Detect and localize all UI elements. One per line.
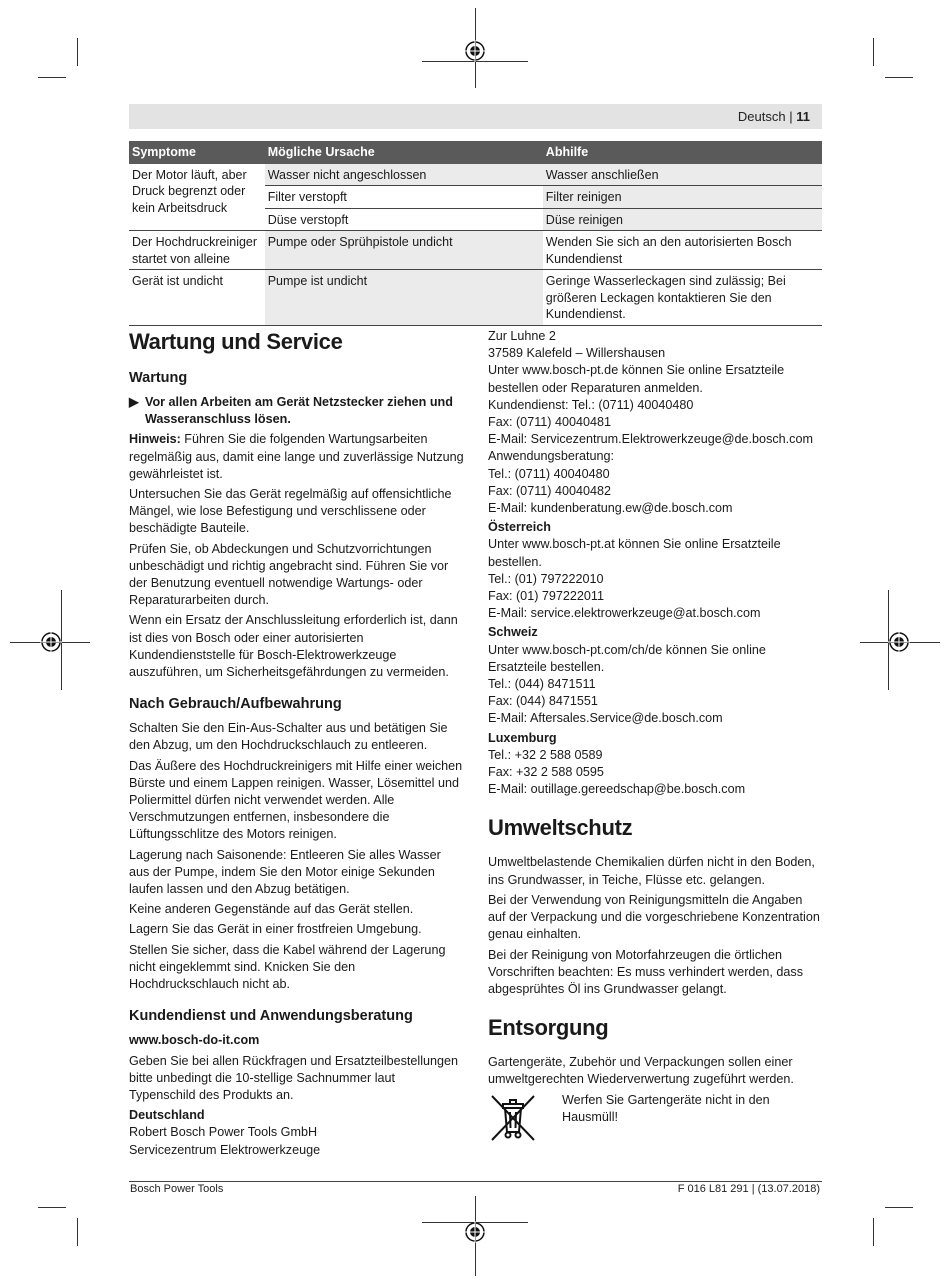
footer-brand: Bosch Power Tools — [130, 1183, 224, 1195]
paragraph: Gartengeräte, Zubehör und Verpackungen sollen einer umweltgerechten Wiederverwertung zugeführt werden. — [488, 1055, 794, 1087]
fax-at: Fax: (01) 797222011 — [488, 589, 604, 604]
table-row — [129, 164, 822, 186]
crossed-out-bin-icon — [488, 1092, 538, 1144]
table-row — [129, 231, 822, 270]
phone-at: Tel.: (01) 797222010 — [488, 571, 604, 586]
remedy-cell: Wenden Sie sich an den autorisierten Bosch Kundendienst — [543, 231, 822, 270]
online-info-at: Unter www.bosch-pt.at können Sie online Ersatzteile bestellen. — [488, 537, 781, 569]
crop-mark — [77, 1218, 78, 1246]
country-heading-luxembourg: Luxemburg — [488, 730, 557, 745]
disposal-note — [488, 1092, 822, 1144]
email-ch: E-Mail: Aftersales.Service@de.bosch.com — [488, 711, 723, 726]
page-header-text — [738, 109, 810, 124]
note-paragraph — [129, 431, 464, 483]
registration-mark-icon — [464, 1221, 486, 1243]
fax-ch: Fax: (044) 8471551 — [488, 694, 598, 709]
remedy-cell: Filter reinigen — [543, 186, 822, 209]
paragraph: Stellen Sie sicher, dass die Kabel während der Lagerung nicht eingeklemmt sind. Knicken Sie den Hochdruckschlauch nicht ab. — [129, 942, 446, 992]
page-number: 11 — [796, 109, 810, 124]
left-column — [129, 328, 464, 1159]
cause-cell: Düse verstopft — [265, 208, 543, 231]
crop-mark — [873, 1218, 874, 1246]
department-name: Servicezentrum Elektrowerkzeuge — [129, 1142, 321, 1157]
paragraph: Prüfen Sie, ob Abdeckungen und Schutzvorrichtungen unbeschädigt und richtig angebracht sind. Führen Sie vor der Benutzung eventuell notwendige Wartungs- oder Reparaturarbeiten durch. — [129, 541, 449, 608]
crop-mark — [885, 1207, 913, 1208]
consulting-fax: Fax: (0711) 40040482 — [488, 483, 611, 498]
heading-wartung: Wartung — [129, 370, 188, 386]
footer-divider — [129, 1181, 822, 1182]
column-header-symptoms: Symptome — [129, 141, 265, 164]
section-title-environment: Umweltschutz — [488, 815, 633, 841]
page-header — [129, 104, 822, 129]
triangle-right-icon: ▶ — [129, 395, 139, 409]
address-street: Zur Luhne 2 — [488, 329, 556, 343]
country-heading-germany: Deutschland — [129, 1108, 205, 1123]
service-email-de: E-Mail: Servicezentrum.Elektrowerkzeuge@de.bosch.com — [488, 432, 813, 447]
paragraph: Bei der Verwendung von Reinigungsmitteln die Angaben auf der Verpackung und die vorgeschriebene Konzentration genau einhalten. — [488, 892, 820, 942]
email-at: E-Mail: service.elektrowerkzeuge@at.bosch.com — [488, 606, 761, 621]
table-header-row — [129, 141, 822, 164]
safety-warning-text: Vor allen Arbeiten am Gerät Netzstecker ziehen und Wasseranschluss lösen. — [145, 395, 453, 427]
phone-ch: Tel.: (044) 8471511 — [488, 677, 596, 692]
country-heading-austria: Österreich — [488, 520, 551, 535]
paragraph: Untersuchen Sie das Gerät regelmäßig auf offensichtliche Mängel, wie lose Befestigung und verschlissene oder beschädigte Bauteile. — [129, 487, 452, 536]
country-heading-switzerland: Schweiz — [488, 625, 538, 640]
paragraph: Das Äußere des Hochdruckreinigers mit Hilfe einer weichen Bürste und einem Lappen reinigen. Wasser, Lösemittel und Poliermittel dürfen nicht verwendet werden. Alle Verschmutzungen entfernen, insbesondere die Lüftungsschlitze des Motors reinigen. — [129, 758, 463, 842]
registration-mark-icon — [40, 631, 62, 653]
crop-mark — [38, 1207, 66, 1208]
service-phone-de: Kundendienst: Tel.: (0711) 40040480 — [488, 397, 694, 412]
paragraph: Umweltbelastende Chemikalien dürfen nicht in den Boden, ins Grundwasser, in Teiche, Flüsse etc. gelangen. — [488, 855, 815, 887]
email-lu: E-Mail: outillage.gereedschap@be.bosch.com — [488, 782, 746, 797]
phone-lu: Tel.: +32 2 588 0589 — [488, 747, 603, 762]
paragraph: Wenn ein Ersatz der Anschlussleitung erforderlich ist, dann ist dies von Bosch oder einer autorisierten Kundendienststelle für Bosch-Elektrowerkzeuge auszuführen, um Sicherheitsgefährdungen zu vermeiden. — [129, 613, 458, 680]
registration-mark-icon — [888, 631, 910, 653]
heading-storage: Nach Gebrauch/Aufbewahrung — [129, 696, 342, 713]
service-website: www.bosch-do-it.com — [129, 1033, 260, 1048]
remedy-cell: Düse reinigen — [543, 208, 822, 231]
address-city: 37589 Kalefeld – Willershausen — [488, 346, 666, 361]
crop-mark — [873, 38, 874, 66]
company-name: Robert Bosch Power Tools GmbH — [129, 1125, 318, 1140]
crop-mark — [38, 77, 66, 78]
registration-mark-icon — [464, 40, 486, 62]
header-language: Deutsch — [737, 109, 786, 124]
column-header-cause: Mögliche Ursache — [265, 141, 543, 164]
column-header-remedy: Abhilfe — [543, 141, 822, 164]
table-row — [129, 270, 822, 326]
heading-service: Kundendienst und Anwendungsberatung — [129, 1008, 413, 1025]
troubleshooting-table — [129, 141, 822, 326]
remedy-cell: Wasser anschließen — [543, 164, 822, 186]
footer-doc-number: F 016 L81 291 | (13.07.2018) — [677, 1183, 820, 1195]
consulting-label: Anwendungsberatung: — [488, 449, 615, 464]
paragraph: Lagerung nach Saisonende: Entleeren Sie alles Wasser aus der Pumpe, indem Sie den Motor einige Sekunden laufen lassen und den Abzug betätigen. — [129, 847, 441, 897]
symptom-cell: Der Hochdruckreiniger startet von alleine — [129, 231, 265, 270]
cause-cell: Filter verstopft — [265, 186, 543, 209]
cause-cell: Wasser nicht angeschlossen — [265, 164, 543, 186]
paragraph: Lagern Sie das Gerät in einer frostfreien Umgebung. — [129, 922, 422, 937]
section-title-maintenance: Wartung und Service — [129, 329, 343, 354]
remedy-cell: Geringe Wasserleckagen sind zulässig; Bei größeren Leckagen kontaktieren Sie den Kundendienst. — [543, 270, 822, 326]
service-fax-de: Fax: (0711) 40040481 — [488, 415, 611, 430]
section-title-disposal: Entsorgung — [488, 1015, 609, 1041]
symptom-cell: Gerät ist undicht — [129, 270, 265, 326]
cause-cell: Pumpe ist undicht — [265, 270, 543, 326]
paragraph: Schalten Sie den Ein-Aus-Schalter aus und betätigen Sie den Abzug, um den Hochdruckschlauch zu entleeren. — [129, 721, 448, 753]
right-column — [488, 328, 822, 1144]
safety-warning — [129, 394, 464, 428]
paragraph: Keine anderen Gegenstände auf das Gerät stellen. — [129, 902, 414, 917]
disposal-bin-text: Werfen Sie Gartengeräte nicht in den Hausmüll! — [562, 1092, 770, 1124]
online-info-ch: Unter www.bosch-pt.com/ch/de können Sie online Ersatzteile bestellen. — [488, 642, 766, 674]
crop-mark — [77, 38, 78, 66]
paragraph: Bei der Reinigung von Motorfahrzeugen die örtlichen Vorschriften beachten: Es muss verhindert werden, dass abgesprühtes Öl ins Grundwasser gelangt. — [488, 947, 804, 996]
fax-lu: Fax: +32 2 588 0595 — [488, 765, 604, 780]
consulting-phone: Tel.: (0711) 40040480 — [488, 466, 610, 481]
note-text: Führen Sie die folgenden Wartungsarbeiten regelmäßig aus, damit eine lange und zuverlässige Nutzung gewährleistet ist. — [129, 432, 464, 481]
symptom-cell: Der Motor läuft, aber Druck begrenzt oder kein Arbeitsdruck — [132, 167, 247, 215]
consulting-email: E-Mail: kundenberatung.ew@de.bosch.com — [488, 501, 733, 516]
note-label: Hinweis: — [129, 432, 181, 447]
online-info-de: Unter www.bosch-pt.de können Sie online Ersatzteile bestellen oder Reparaturen anmelden. — [488, 363, 785, 395]
cause-cell: Pumpe oder Sprühpistole undicht — [265, 231, 543, 270]
header-separator: | — [789, 109, 793, 124]
crop-mark — [885, 77, 913, 78]
paragraph: Geben Sie bei allen Rückfragen und Ersatzteilbestellungen bitte unbedingt die 10-stellige Sachnummer laut Typenschild des Produkts an. — [129, 1053, 459, 1102]
